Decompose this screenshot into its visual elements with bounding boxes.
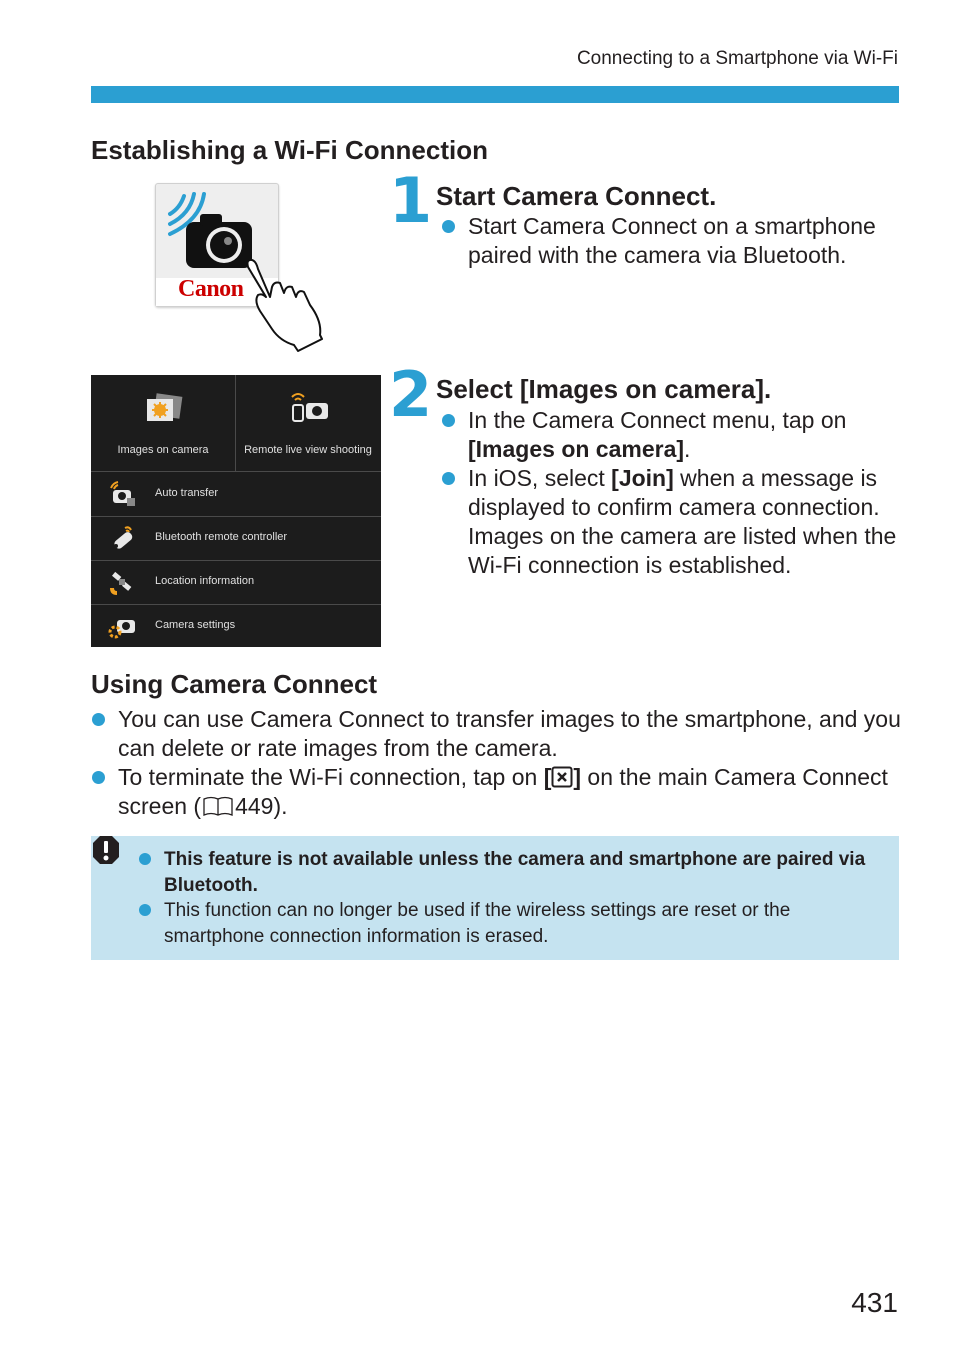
menu-row-camera-settings[interactable] (91, 604, 381, 648)
tile-images-on-camera[interactable] (91, 375, 235, 471)
camera-connect-menu (91, 375, 381, 647)
step-1-bullet: Start Camera Connect on a smartphone paired with the camera via Bluetooth. (436, 212, 898, 270)
step-title-1: Start Camera Connect. (436, 181, 717, 211)
caution-icon (91, 836, 121, 866)
menu-row-auto-transfer[interactable] (91, 472, 381, 517)
menu-top-tiles (91, 375, 381, 472)
row-label: Location information (155, 575, 255, 587)
step-number-1: 1 (389, 164, 433, 237)
page-number: 431 (851, 1287, 898, 1318)
camera-settings-icon (107, 612, 137, 640)
step-2-bullet-1: In the Camera Connect menu, tap on [Images on camera]. (436, 406, 904, 464)
bluetooth-remote-icon (107, 524, 137, 552)
using-bullet-1: You can use Camera Connect to transfer images to the smartphone, and you can delete or rate images from the camera. (86, 705, 904, 763)
tile-label: Remote live view shooting (244, 444, 372, 456)
remote-live-view-icon (288, 389, 330, 425)
caution-box (91, 836, 899, 960)
running-header: Connecting to a Smartphone via Wi-Fi (576, 48, 898, 69)
canon-logo: Canon (178, 276, 244, 302)
tile-label: Images on camera (117, 444, 209, 456)
step-2-bullets (436, 406, 904, 580)
step-number-2: 2 (389, 358, 433, 431)
book-reference-icon (201, 795, 235, 817)
step-1-bullets (436, 212, 898, 270)
using-bullets (86, 705, 904, 821)
using-bullet-2: To terminate the Wi-Fi connection, tap on [ ] on the main Camera Connect screen ( 449). (86, 763, 904, 821)
tile-remote-live-view[interactable] (236, 375, 380, 471)
satellite-icon (107, 568, 137, 596)
header-bar (91, 86, 899, 103)
section-title-establishing: Establishing a Wi-Fi Connection (91, 135, 488, 165)
images-on-camera-icon (145, 393, 183, 425)
caution-bullets (135, 847, 875, 949)
row-label: Auto transfer (155, 487, 218, 499)
caution-bullet-1: This feature is not available unless the camera and smartphone are paired via Bluetooth. (135, 847, 875, 898)
row-label: Bluetooth remote controller (155, 531, 288, 543)
row-label: Camera settings (155, 619, 236, 631)
caution-bullet-2: This function can no longer be used if the wireless settings are reset or the smartphone connection information is erased. (135, 898, 875, 949)
tapping-hand-icon (240, 255, 330, 355)
step-title-2: Select [Images on camera]. (436, 374, 772, 404)
menu-row-location-information[interactable] (91, 560, 381, 605)
close-icon (551, 766, 573, 788)
menu-row-bluetooth-remote[interactable] (91, 516, 381, 561)
auto-transfer-icon (107, 480, 137, 508)
step-2-bullet-2: In iOS, select [Join] when a message is displayed to confirm camera connection. Images on the camera are listed when the Wi-Fi connection is established. (436, 464, 904, 580)
section-title-using: Using Camera Connect (91, 669, 378, 699)
